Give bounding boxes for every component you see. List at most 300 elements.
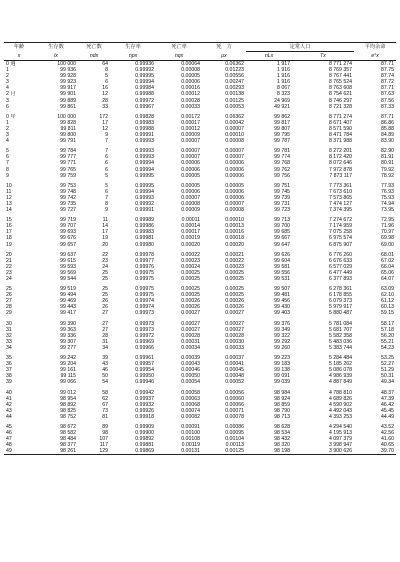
age-cell: 3 — [6, 97, 9, 104]
survivors-cell: 99 443 — [60, 304, 76, 311]
deaths-cell: 58 — [102, 389, 108, 396]
survival-rate-cell: 0.99993 — [135, 148, 154, 155]
death-rate-cell: 0.00012 — [181, 91, 200, 98]
force-of-mortality-cell: 0.00113 — [225, 442, 244, 449]
stationary-population-tx-cell: 7 274 672 — [328, 217, 353, 224]
stationary-population-tx-cell: 5 086 078 — [328, 367, 353, 374]
death-rate-cell: 0.00006 — [181, 160, 200, 167]
stationary-population-lx-cell: 99 292 — [274, 338, 290, 345]
stationary-population-tx-cell: 4 590 902 — [328, 401, 353, 408]
force-of-mortality-cell: 0.00021 — [225, 251, 244, 258]
stationary-population-tx-cell: 7 573 865 — [328, 194, 353, 201]
survivors-cell: 98 892 — [60, 401, 76, 408]
death-rate-cell: 0.00039 — [181, 355, 200, 362]
stationary-population-tx-cell: 6 975 574 — [328, 235, 353, 242]
deaths-cell: 22 — [102, 251, 108, 258]
survival-rate-cell: 0.99974 — [135, 298, 154, 305]
symbol-ndx: ndx — [78, 52, 110, 61]
death-rate-cell: 0.00058 — [181, 389, 200, 396]
survivors-cell: 100 000 — [57, 61, 76, 67]
deaths-cell: 25 — [102, 286, 108, 293]
deaths-cell: 16 — [102, 85, 108, 92]
stationary-population-lx-cell: 99 223 — [274, 355, 290, 362]
survival-rate-cell: 0.99946 — [135, 379, 154, 386]
death-rate-cell: 0.00023 — [181, 257, 200, 264]
stationary-population-tx-cell: 6 776 260 — [328, 251, 353, 258]
force-of-mortality-cell: 0.00056 — [225, 389, 244, 396]
survivors-cell: 99 771 — [60, 160, 76, 167]
survival-rate-cell: 0.99973 — [135, 310, 154, 317]
force-of-mortality-cell: 0.00078 — [225, 413, 244, 420]
life-expectancy-cell: 52.27 — [381, 361, 395, 368]
force-of-mortality-cell: 0.00006 — [225, 166, 244, 173]
stationary-population-tx-cell: 8 763 608 — [328, 85, 353, 92]
survival-rate-cell: 0.99918 — [135, 413, 154, 420]
age-cell: 20 — [6, 251, 12, 258]
stationary-population-lx-cell: 1 916 — [277, 67, 290, 74]
symbol-row — [4, 52, 396, 61]
survivors-cell: 99 115 — [60, 373, 76, 380]
life-expectancy-cell: 58.17 — [381, 320, 395, 327]
header-deaths: 死亡数 — [78, 43, 110, 52]
survival-rate-cell: 0.99828 — [135, 113, 154, 120]
deaths-cell: 7 — [105, 138, 108, 145]
age-cell: 18 — [6, 235, 12, 242]
force-of-mortality-cell: 0.00028 — [225, 332, 244, 339]
age-cell: 10 — [6, 182, 12, 189]
survivors-cell: 99 861 — [60, 103, 76, 110]
death-rate-cell: 0.00131 — [156, 448, 202, 455]
stationary-population-lx-cell: 99 862 — [274, 113, 290, 120]
survivors-cell: 99 066 — [60, 379, 76, 386]
stationary-population-tx-cell: 5 383 744 — [328, 344, 353, 351]
survival-rate-cell: 0.99972 — [135, 332, 154, 339]
symbol-lx: lx — [34, 52, 78, 61]
deaths-cell: 25 — [102, 276, 108, 282]
deaths-cell: 6 — [105, 79, 108, 86]
survival-rate-cell: 0.99983 — [135, 119, 154, 126]
age-cell: 27 — [6, 298, 12, 305]
stationary-population-lx-cell: 99 731 — [274, 200, 290, 207]
survival-rate-cell: 0.99988 — [135, 125, 154, 132]
death-rate-cell: 0.00008 — [181, 200, 200, 207]
force-of-mortality-cell: 0.00026 — [225, 304, 244, 311]
force-of-mortality-cell: 0.00018 — [225, 235, 244, 242]
deaths-cell: 8 — [105, 67, 108, 74]
age-cell: 22 — [6, 263, 12, 270]
deaths-cell: 28 — [102, 97, 108, 104]
survival-rate-cell: 0.99942 — [135, 389, 154, 396]
stationary-population-lx-cell: 1 916 — [277, 73, 290, 80]
header-stationary-population: 定常人口 — [246, 43, 354, 52]
death-rate-cell: 0.00091 — [181, 423, 200, 430]
deaths-cell: 17 — [102, 119, 108, 126]
life-expectancy-cell: 70.97 — [381, 229, 395, 236]
life-expectancy-cell: 76.93 — [381, 188, 395, 195]
stationary-population-tx-cell: 7 673 610 — [328, 188, 353, 195]
survivors-cell: 99 791 — [60, 138, 76, 145]
life-expectancy-cell: 74.94 — [381, 200, 395, 207]
age-cell: 2 — [6, 125, 9, 132]
life-expectancy-cell: 77.93 — [381, 182, 395, 189]
force-of-mortality-cell: 0.00022 — [225, 257, 244, 264]
stationary-population-lx-cell: 99 807 — [274, 125, 290, 132]
life-expectancy-cell: 47.39 — [381, 395, 395, 402]
force-of-mortality-cell: 0.00125 — [225, 97, 244, 104]
stationary-population-tx-cell: 5 582 358 — [328, 332, 353, 339]
deaths-cell: 117 — [99, 442, 108, 449]
symbol-ex: e°x — [354, 52, 396, 61]
death-rate-cell: 0.00064 — [181, 61, 200, 67]
life-table-body — [4, 61, 396, 455]
stationary-population-tx-cell: 6 875 907 — [328, 241, 353, 248]
stationary-population-tx-cell: 8 767 441 — [328, 73, 353, 80]
age-cell: 2 月 — [6, 91, 16, 98]
deaths-cell: 14 — [102, 223, 108, 230]
death-rate-cell: 0.00026 — [181, 304, 200, 311]
age-cell: 34 — [6, 344, 12, 351]
deaths-cell: 28 — [102, 332, 108, 339]
stationary-population-lx-cell: 99 138 — [274, 367, 290, 374]
stationary-population-tx-cell: 5 681 707 — [328, 326, 353, 333]
deaths-cell: 98 — [102, 430, 108, 437]
age-cell: 1 — [6, 119, 9, 126]
death-rate-cell: 0.00007 — [181, 148, 200, 155]
stationary-population-tx-cell: 7 374 395 — [328, 207, 353, 214]
force-of-mortality-cell: 0.00025 — [225, 269, 244, 276]
life-expectancy-cell: 56.20 — [381, 332, 395, 339]
survival-rate-cell: 0.99983 — [135, 229, 154, 236]
stationary-population-lx-cell: 99 507 — [274, 286, 290, 293]
stationary-population-lx-cell: 1 916 — [277, 79, 290, 86]
survival-rate-cell: 0.99993 — [135, 154, 154, 161]
life-expectancy-cell: 63.09 — [381, 286, 395, 293]
stationary-population-tx-cell: 8 172 420 — [328, 154, 353, 161]
stationary-population-lx-cell: 99 456 — [274, 298, 290, 305]
deaths-cell: 81 — [102, 413, 108, 420]
age-cell: 33 — [6, 338, 12, 345]
age-cell: 23 — [6, 269, 12, 276]
force-of-mortality-cell: 0.00007 — [225, 148, 244, 155]
survivors-cell: 99 936 — [60, 67, 76, 74]
survivors-cell: 99 242 — [60, 355, 76, 362]
deaths-cell: 27 — [102, 320, 108, 327]
stationary-population-lx-cell: 98 790 — [274, 407, 290, 414]
survival-rate-cell: 0.99957 — [135, 361, 154, 368]
death-rate-cell: 0.00006 — [181, 188, 200, 195]
life-expectancy-cell: 87.74 — [381, 73, 395, 80]
life-expectancy-cell: 43.52 — [381, 423, 395, 430]
force-of-mortality-cell: 0.00006 — [225, 160, 244, 167]
stationary-population-tx-cell: 4 294 540 — [328, 423, 353, 430]
life-expectancy-cell: 67.02 — [381, 257, 395, 264]
age-cell: 4 — [6, 138, 9, 145]
stationary-population-tx-cell: 5 483 036 — [328, 338, 353, 345]
deaths-cell: 5 — [105, 182, 108, 189]
survival-rate-cell: 0.99975 — [135, 269, 154, 276]
survivors-cell: 99 784 — [60, 148, 76, 155]
stationary-population-lx-cell: 99 713 — [274, 217, 290, 224]
life-expectancy-cell: 61.12 — [381, 298, 395, 305]
survivors-cell: 99 657 — [60, 241, 76, 248]
life-expectancy-cell: 65.06 — [381, 269, 395, 276]
life-expectancy-cell: 71.96 — [381, 223, 395, 230]
survival-rate-cell: 0.99977 — [135, 257, 154, 264]
death-rate-cell: 0.00005 — [181, 172, 200, 179]
stationary-population-lx-cell: 98 198 — [246, 448, 292, 455]
force-of-mortality-cell: 0.00556 — [225, 73, 244, 80]
life-expectancy-cell: 69.98 — [381, 235, 395, 242]
deaths-cell: 7 — [105, 194, 108, 201]
stationary-population-tx-cell: 7 474 127 — [328, 200, 353, 207]
stationary-population-tx-cell: 8 769 357 — [328, 67, 353, 74]
survival-rate-cell: 0.99995 — [135, 172, 154, 179]
header-survivors: 生存数 — [34, 43, 78, 52]
death-rate-cell: 0.00008 — [181, 67, 200, 74]
stationary-population-lx-cell: 98 859 — [274, 401, 290, 408]
survival-rate-cell: 0.99932 — [135, 401, 154, 408]
survivors-cell: 98 672 — [60, 423, 76, 430]
deaths-cell: 12 — [102, 125, 108, 132]
force-of-mortality-cell: 0.00037 — [225, 355, 244, 362]
survivors-cell: 99 735 — [60, 200, 76, 207]
survival-rate-cell: 0.99975 — [135, 292, 154, 299]
age-cell: 9 — [6, 172, 9, 179]
age-cell: 37 — [6, 367, 12, 374]
survivors-cell: 99 777 — [60, 154, 76, 161]
age-cell: 44 — [6, 413, 12, 420]
age-cell: 0 週 — [6, 61, 16, 67]
death-rate-cell: 0.00119 — [181, 442, 200, 449]
life-expectancy-cell: 72.95 — [381, 217, 395, 224]
stationary-population-lx-cell: 99 817 — [274, 119, 290, 126]
table-row — [4, 61, 396, 68]
death-rate-cell: 0.00054 — [181, 379, 200, 386]
stationary-population-tx-cell: 8 765 524 — [328, 79, 353, 86]
life-expectancy-cell: 75.93 — [381, 194, 395, 201]
survivors-cell: 99 742 — [60, 194, 76, 201]
deaths-cell: 54 — [102, 379, 108, 386]
survivors-cell: 99 765 — [60, 166, 76, 173]
force-of-mortality-cell: 0.00006 — [225, 194, 244, 201]
death-rate-cell: 0.00025 — [181, 269, 200, 276]
stationary-population-lx-cell: 99 647 — [274, 241, 290, 248]
survival-rate-cell: 0.99892 — [135, 436, 154, 443]
survival-rate-cell: 0.99995 — [135, 182, 154, 189]
death-rate-cell: 0.00017 — [181, 229, 200, 236]
deaths-cell: 25 — [102, 292, 108, 299]
stationary-population-tx-cell: 8 771 274 — [328, 61, 353, 67]
stationary-population-tx-cell: 5 979 917 — [328, 304, 353, 311]
deaths-cell: 62 — [102, 395, 108, 402]
death-rate-cell: 0.00009 — [181, 132, 200, 139]
death-rate-cell: 0.00025 — [181, 276, 200, 282]
force-of-mortality-cell: 0.00027 — [225, 310, 244, 317]
force-of-mortality-cell: 0.00104 — [225, 436, 244, 443]
age-cell: 19 — [6, 241, 12, 248]
force-of-mortality-cell: 0.00007 — [225, 154, 244, 161]
stationary-population-tx-cell: 4 986 939 — [328, 373, 353, 380]
stationary-population-lx-cell: 99 091 — [274, 373, 290, 380]
survivors-cell: 98 582 — [60, 430, 76, 437]
life-expectancy-cell: 50.31 — [381, 373, 395, 380]
age-cell: 47 — [6, 436, 12, 443]
age-cell: 48 — [6, 442, 12, 449]
stationary-population-lx-cell: 99 751 — [274, 182, 290, 189]
age-cell: 2 — [6, 73, 9, 80]
stationary-population-lx-cell: 98 320 — [274, 442, 290, 449]
survival-rate-cell: 0.99972 — [135, 97, 154, 104]
life-expectancy-cell: 81.91 — [381, 154, 395, 161]
death-rate-cell: 0.00043 — [181, 361, 200, 368]
force-of-mortality-cell: 0.00027 — [225, 326, 244, 333]
survival-rate-cell: 0.99975 — [135, 286, 154, 293]
life-expectancy-cell: 55.21 — [381, 338, 395, 345]
deaths-cell: 73 — [102, 407, 108, 414]
force-of-mortality-cell: 0.06362 — [225, 113, 244, 120]
death-rate-cell: 0.00027 — [181, 320, 200, 327]
stationary-population-lx-cell: 99 556 — [274, 269, 290, 276]
life-expectancy-cell: 87.71 — [381, 85, 395, 92]
stationary-population-tx-cell: 6 577 029 — [328, 263, 353, 270]
deaths-cell: 89 — [102, 423, 108, 430]
survival-rate-cell: 0.99984 — [135, 85, 154, 92]
age-cell: 4 — [6, 85, 9, 92]
survivors-cell: 99 615 — [60, 257, 76, 264]
deaths-cell: 23 — [102, 257, 108, 264]
survival-rate-cell: 0.99991 — [135, 207, 154, 214]
survival-rate-cell: 0.99961 — [135, 355, 154, 362]
deaths-cell: 5 — [105, 172, 108, 179]
life-expectancy-cell: 87.63 — [381, 91, 395, 98]
force-of-mortality-cell: 0.00125 — [202, 448, 246, 455]
force-of-mortality-cell: 0.00030 — [225, 338, 244, 345]
death-rate-cell: 0.00025 — [181, 292, 200, 299]
survival-rate-cell: 0.99981 — [135, 235, 154, 242]
survival-rate-cell: 0.99992 — [135, 67, 154, 74]
stationary-population-lx-cell: 99 745 — [274, 188, 290, 195]
survivors-cell: 99 676 — [60, 235, 76, 242]
force-of-mortality-cell: 0.01223 — [225, 67, 244, 74]
death-rate-cell: 0.00006 — [181, 79, 200, 86]
life-expectancy-cell: 44.49 — [381, 413, 395, 420]
symbol-nqx: nqx — [156, 52, 202, 61]
force-of-mortality-cell: 0.00006 — [225, 188, 244, 195]
survivors-cell: 98 484 — [60, 436, 76, 443]
age-cell: 14 — [6, 207, 12, 214]
force-of-mortality-cell: 0.00010 — [225, 217, 244, 224]
deaths-cell: 50 — [102, 373, 108, 380]
force-of-mortality-cell: 0.00095 — [225, 430, 244, 437]
survivors-cell: 99 307 — [60, 338, 76, 345]
stationary-population-tx-cell: 5 185 262 — [328, 361, 353, 368]
header-age: 年齢 — [4, 43, 34, 52]
stationary-population-tx-cell: 8 072 646 — [328, 160, 353, 167]
stationary-population-lx-cell: 99 322 — [274, 332, 290, 339]
age-cell: 40 — [6, 389, 12, 396]
force-of-mortality-cell: 0.00007 — [225, 200, 244, 207]
deaths-cell: 6 — [105, 154, 108, 161]
survivors-cell: 99 593 — [60, 263, 76, 270]
deaths-cell: 6 — [105, 188, 108, 195]
life-expectancy-cell: 54.23 — [381, 344, 395, 351]
stationary-population-tx-cell: 6 079 373 — [328, 298, 353, 305]
death-rate-cell: 0.00007 — [181, 194, 200, 201]
force-of-mortality-cell: 0.00010 — [225, 132, 244, 139]
age-cell: 6 — [6, 103, 9, 110]
survival-rate-cell: 0.99909 — [135, 423, 154, 430]
stationary-population-tx-cell: 6 278 361 — [328, 286, 353, 293]
stationary-population-lx-cell: 99 626 — [274, 251, 290, 258]
deaths-cell: 25 — [102, 269, 108, 276]
force-of-mortality-cell: 0.00086 — [225, 423, 244, 430]
survival-rate-cell: 0.99993 — [135, 138, 154, 145]
force-of-mortality-cell: 0.00041 — [225, 361, 244, 368]
death-rate-cell: 0.00033 — [181, 103, 200, 110]
death-rate-cell: 0.00100 — [181, 430, 200, 437]
stationary-population-tx-cell: 4 689 826 — [328, 395, 353, 402]
age-cell: 25 — [6, 286, 12, 293]
age-cell: 49 — [4, 448, 34, 455]
stationary-population-tx-cell: 3 998 947 — [328, 442, 353, 449]
death-rate-cell: 0.00007 — [181, 138, 200, 145]
force-of-mortality-cell: 0.00053 — [225, 103, 244, 110]
force-of-mortality-cell: 0.00025 — [225, 276, 244, 282]
survival-rate-cell: 0.99994 — [135, 160, 154, 167]
deaths-cell: 12 — [102, 91, 108, 98]
survival-rate-cell: 0.99994 — [135, 166, 154, 173]
death-rate-cell: 0.00027 — [181, 310, 200, 317]
death-rate-cell: 0.00050 — [181, 373, 200, 380]
survival-rate-cell: 0.99937 — [135, 395, 154, 402]
stationary-population-tx-cell: 8 754 621 — [328, 91, 353, 98]
deaths-cell: 9 — [105, 207, 108, 214]
survival-rate-cell: 0.99869 — [110, 448, 156, 455]
deaths-cell: 39 — [102, 355, 108, 362]
survivors-cell: 99 828 — [60, 119, 76, 126]
life-expectancy-cell: 42.56 — [381, 430, 395, 437]
deaths-cell: 27 — [102, 326, 108, 333]
stationary-population-lx-cell: 8 323 — [277, 91, 290, 98]
deaths-cell: 9 — [105, 132, 108, 139]
force-of-mortality-cell: 0.00008 — [225, 138, 244, 145]
deaths-cell: 31 — [102, 338, 108, 345]
deaths-cell: 17 — [102, 229, 108, 236]
stationary-population-lx-cell: 99 787 — [274, 138, 290, 145]
age-cell: 36 — [6, 361, 12, 368]
stationary-population-tx-cell: 8 671 407 — [328, 119, 353, 126]
life-expectancy-cell: 87.56 — [381, 97, 395, 104]
force-of-mortality-cell: 0.00293 — [225, 85, 244, 92]
force-of-mortality-cell: 0.00020 — [225, 241, 244, 248]
death-rate-cell: 0.00068 — [181, 401, 200, 408]
survival-rate-cell: 0.99954 — [135, 367, 154, 374]
header-death-rate: 死亡率 — [156, 43, 202, 52]
stationary-population-lx-cell: 99 795 — [274, 132, 290, 139]
survivors-cell: 99 204 — [60, 361, 76, 368]
age-cell: 8 — [6, 166, 9, 173]
survivors-cell: 99 417 — [60, 310, 76, 317]
deaths-cell: 26 — [102, 298, 108, 305]
stationary-population-tx-cell: 6 377 893 — [328, 276, 353, 282]
age-cell: 41 — [6, 395, 12, 402]
survivors-cell: 99 390 — [60, 320, 76, 327]
death-rate-cell: 0.00019 — [181, 235, 200, 242]
force-of-mortality-cell: 0.00045 — [225, 367, 244, 374]
stationary-population-lx-cell: 99 685 — [274, 229, 290, 236]
age-cell: 31 — [6, 326, 12, 333]
force-of-mortality-cell: 0.00026 — [225, 298, 244, 305]
